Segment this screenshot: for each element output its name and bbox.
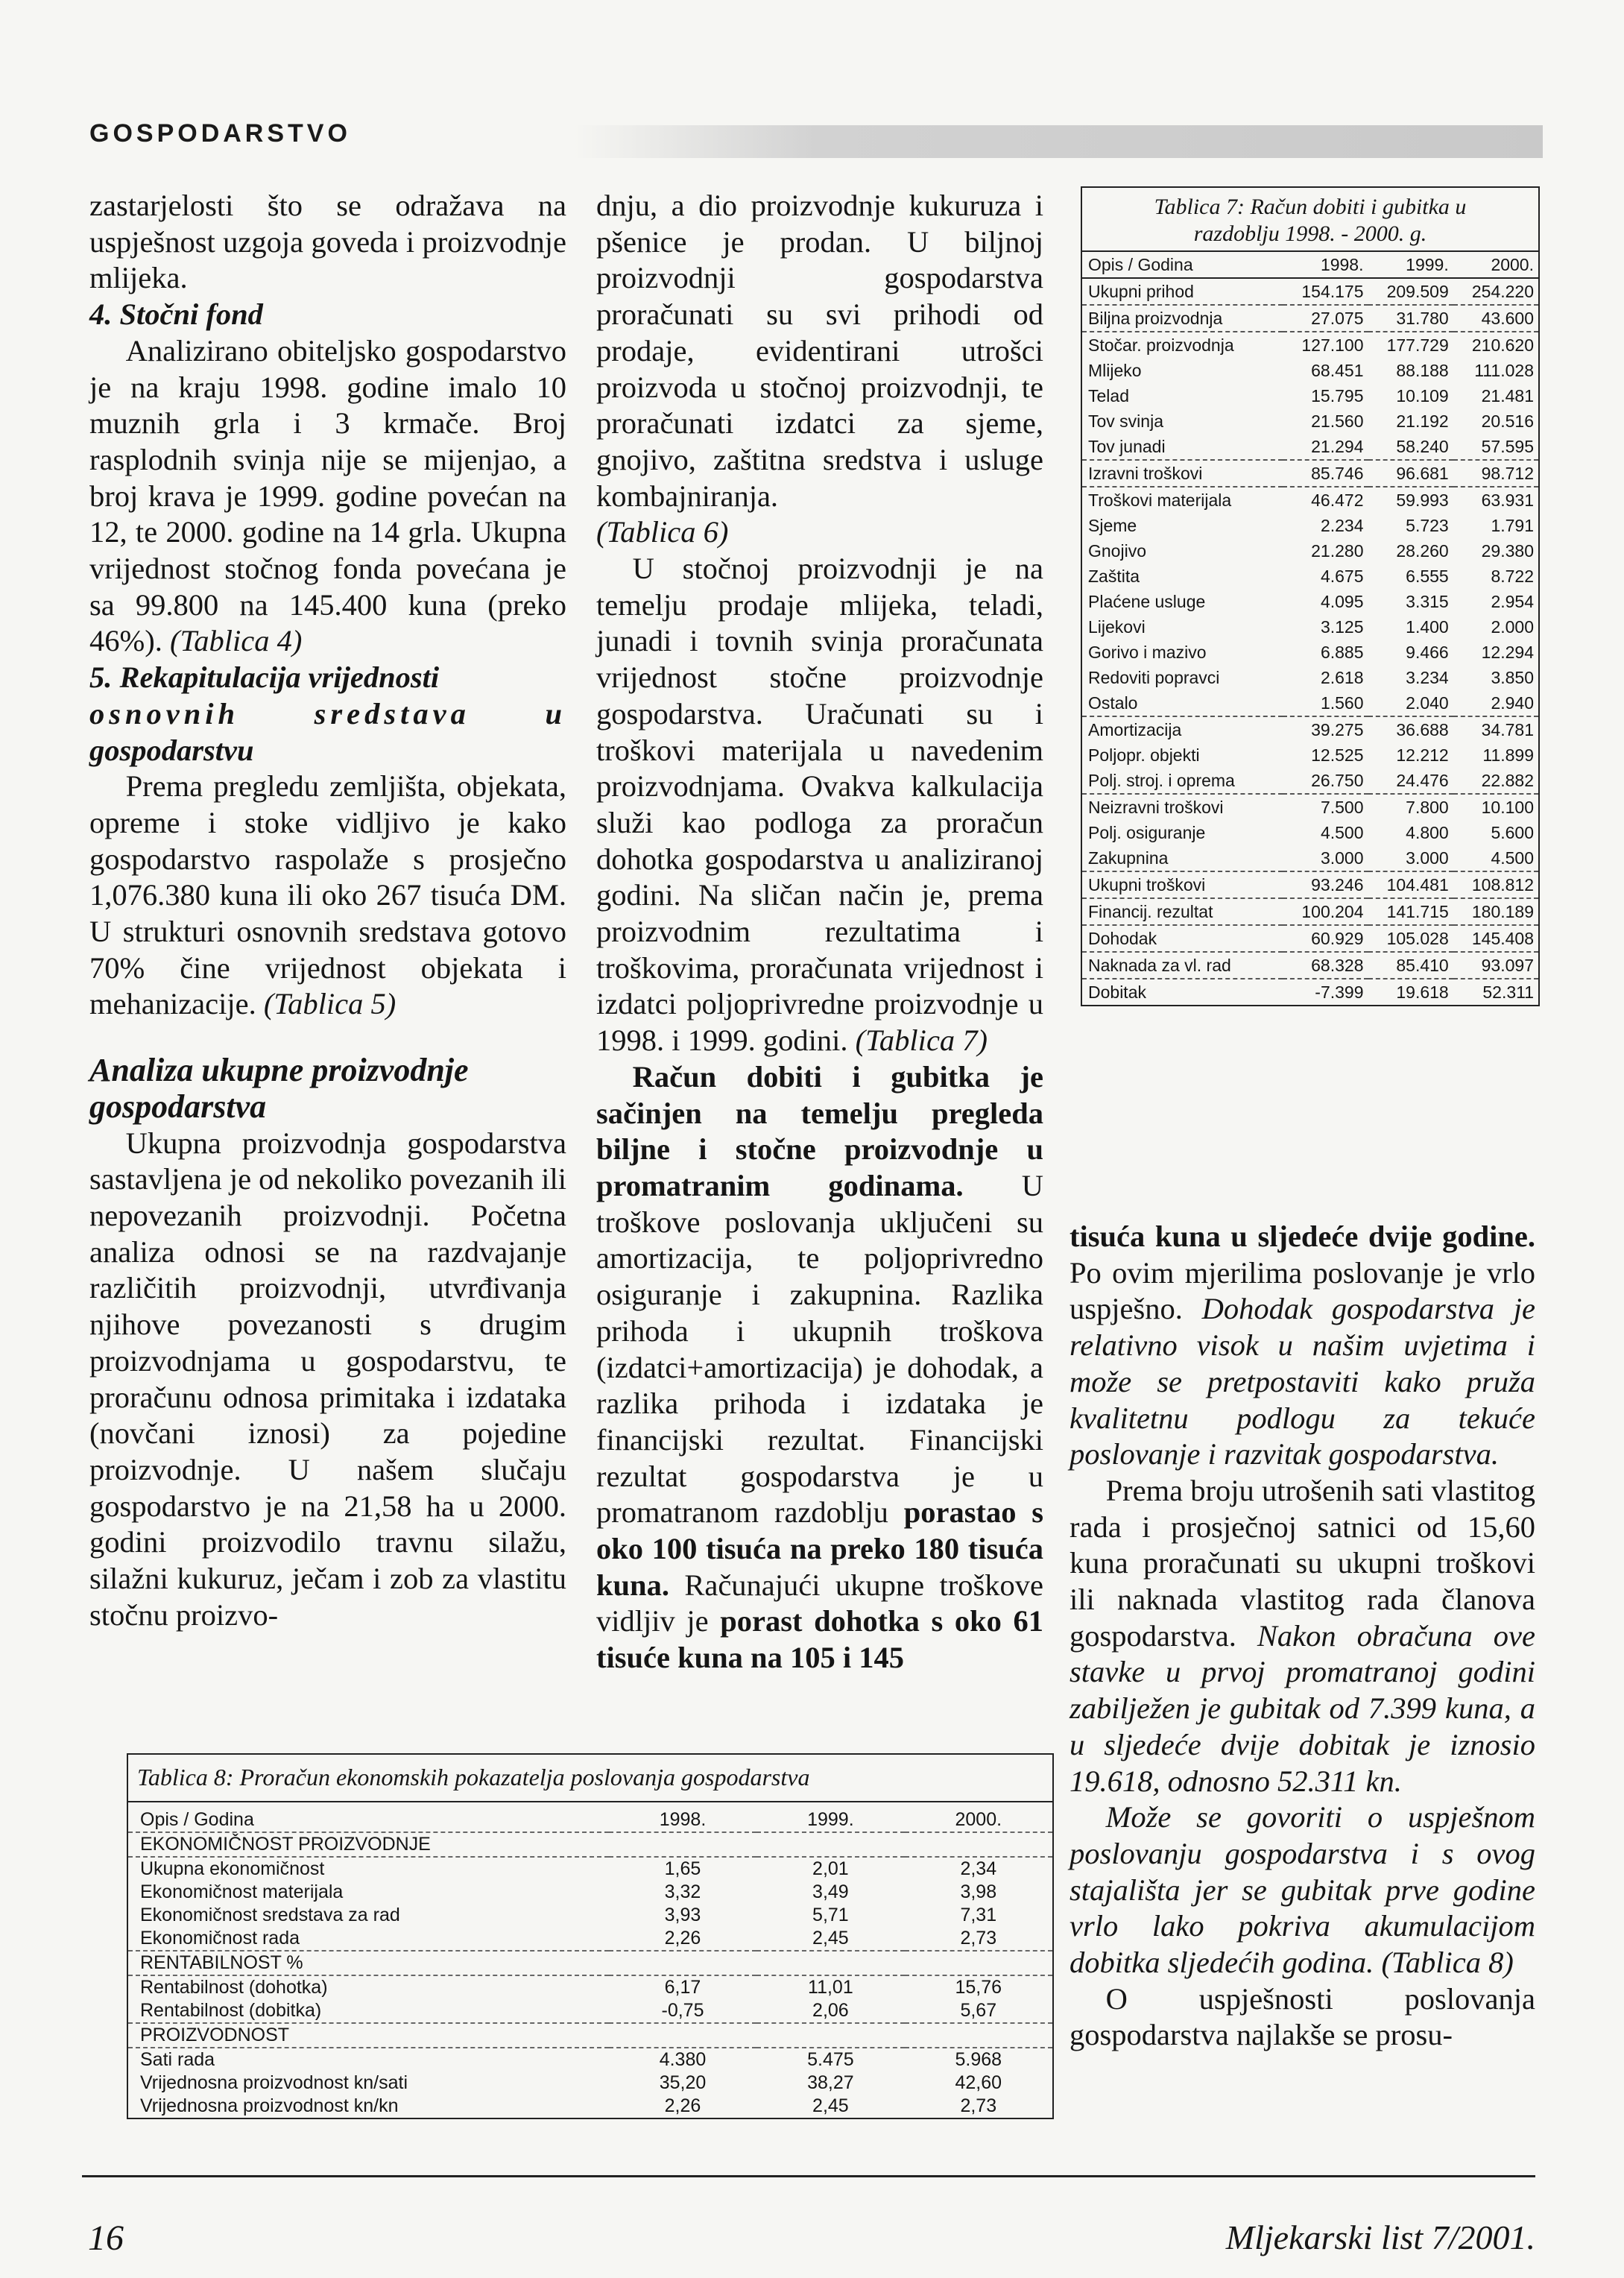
- cell-value: -0,75: [609, 1999, 756, 2023]
- paragraph: O uspješnosti poslovanja gospodarstva najlakše se prosu-: [1069, 1981, 1535, 2052]
- table-ref: (Tablica 6): [596, 515, 729, 549]
- cell-value: 85.746: [1283, 460, 1368, 487]
- cell-value: 21.294: [1311, 437, 1364, 456]
- heading-rekapitulacija-line2: osnovnih sredstava u: [89, 696, 566, 731]
- row-label: Izravni troškovi: [1082, 460, 1283, 487]
- paragraph: Ukupna proizvodnja gospodarstva sastavljena je od nekoliko povezanih ili nepovezanih proizvodnji. Početna analiza odnosi se na razdvajanje različitih proizvodnji, utvrđivanja njihove povezanosti s drugim proizvodnjama u gospodarstvu, te proračunu odnosa primitaka i izdataka (novčani iznosi) za pojedine proizvodnje. U našem slučaju gospodarstvo je na 21,58 ha u 2000. godini proizvodilo travnu silažu, silažni kukuruz, ječam i zob za vlastitu stočnu proizvo-: [89, 1126, 566, 1632]
- table-7-caption: Tablica 7: Račun dobiti i gubitka u razdoblju 1998. - 2000. g.: [1154, 195, 1467, 246]
- row-label: Zaštita: [1088, 567, 1140, 586]
- table-row: [1082, 383, 1538, 408]
- table-8-caption: Tablica 8: Proračun ekonomskih pokazatelja poslovanja gospodarstva: [128, 1755, 1052, 1802]
- cell-value: 210.620: [1453, 332, 1538, 358]
- cell-value: 2.000: [1491, 617, 1534, 637]
- cell-value: 104.481: [1368, 871, 1453, 898]
- table-7-grid: [1082, 250, 1538, 1005]
- row-label: Mlijeko: [1088, 361, 1142, 380]
- cell-value: 2,73: [960, 2095, 997, 2116]
- cell-value: 254.220: [1471, 282, 1534, 301]
- cell-value: 26.750: [1311, 771, 1364, 790]
- row-label: Rentabilnost (dohotka): [140, 1977, 328, 1998]
- cell-value: 1.560: [1320, 693, 1364, 713]
- cell-value: 2.954: [1491, 592, 1534, 611]
- row-label: Gorivo i mazivo: [1088, 643, 1207, 662]
- row-label: Ekonomičnost rada: [128, 1927, 609, 1951]
- cell-value: 68.328: [1283, 952, 1368, 979]
- row-label: Gnojivo: [1088, 541, 1146, 561]
- cell-value: 1998.: [609, 1808, 756, 1832]
- table-row: [1082, 589, 1538, 614]
- cell-value: 29.380: [1481, 541, 1534, 561]
- cell-value: 60.929: [1283, 925, 1368, 952]
- row-label: Vrijednosna proizvodnost kn/kn: [140, 2095, 399, 2116]
- cell-value: 10.100: [1453, 794, 1538, 820]
- row-label: Polj. stroj. i oprema: [1088, 771, 1235, 790]
- cell-value: 5.723: [1406, 516, 1449, 535]
- table-row: [1082, 768, 1538, 794]
- cell-value: 38,27: [807, 2072, 854, 2093]
- cell-value: [756, 1951, 904, 1975]
- cell-value: 21.560: [1311, 411, 1364, 431]
- row-label: Biljna proizvodnja: [1082, 305, 1283, 332]
- cell-value: [609, 2023, 756, 2048]
- cell-value: 7.500: [1283, 794, 1368, 820]
- cell-value: 2.618: [1320, 668, 1364, 687]
- cell-value: 20.516: [1481, 411, 1534, 431]
- cell-value: -7.399: [1283, 979, 1368, 1005]
- table-row: [128, 2023, 1052, 2048]
- table-ref: (Tablica 4): [169, 624, 303, 658]
- column-3: [1069, 1219, 1535, 2054]
- table-row: [1082, 487, 1538, 513]
- table-row: [128, 1857, 1052, 1881]
- cell-value: 27.075: [1283, 305, 1368, 332]
- paragraph: dnju, a dio proizvodnje kukuruza i pšenice je prodan. U biljnoj proizvodnji gospodarstva proračunati su svi prihodi od prodaje, evidentirani utrošci proizvoda u stočnoj proizvodnji, te proračunati izdatci za sjeme, gnojivo, zaštitna sredstva i usluge kombajniranja.: [596, 189, 1043, 513]
- cell-value: 15,76: [955, 1977, 1002, 1998]
- table-row: [1082, 538, 1538, 564]
- cell-value: 5.600: [1491, 823, 1534, 842]
- paragraph: Prema pregledu zemljišta, objekata, opreme i stoke vidljivo je kako gospodarstvo raspolaže s prosječno 1,076.380 kuna ili oko 267 tisuća DM. U strukturi osnovnih sredstava gotovo 70% čine vrijednost objekata i mehanizacije. (Tablica 5): [89, 769, 566, 1021]
- cell-value: 39.275: [1283, 716, 1368, 742]
- cell-value: 10.109: [1396, 386, 1449, 406]
- cell-value: 2000.: [1453, 251, 1538, 278]
- row-label: EKONOMIČNOST PROIZVODNJE: [128, 1832, 609, 1857]
- cell-value: 68.451: [1311, 361, 1364, 380]
- table-row: [128, 1927, 1052, 1951]
- cell-value: 36.688: [1368, 716, 1453, 742]
- cell-value: 177.729: [1368, 332, 1453, 358]
- row-label: Opis / Godina: [1082, 251, 1283, 278]
- paragraph: Prema broju utrošenih sati vlastitog rada i prosječnoj satnici od 15,60 kuna proračunati su ukupni troškovi ili naknada vlastitog rada članova gospodarstva. Nakon obračuna ove stavke u prvoj promatranoj godini zabilježen je gubitak od 7.399 kuna, a u sljedeće dvije dobitak je iznosio 19.618, odnosno 52.311 kn.: [1069, 1473, 1536, 1798]
- row-label: PROIZVODNOST: [128, 2023, 609, 2048]
- row-label: Poljopr. objekti: [1088, 745, 1200, 765]
- table-row: [1082, 690, 1538, 716]
- table-row: [128, 1881, 1052, 1904]
- row-label: RENTABILNOST %: [128, 1951, 609, 1975]
- cell-value: 4.095: [1320, 592, 1364, 611]
- table-row: [1082, 871, 1538, 898]
- row-label: Naknada za vl. rad: [1082, 952, 1283, 979]
- header-band: [574, 125, 1543, 158]
- row-label: Vrijednosna proizvodnost kn/sati: [140, 2072, 408, 2093]
- row-label: Ostalo: [1088, 693, 1138, 713]
- heading-rekapitulacija-line3: gospodarstvu: [89, 733, 254, 767]
- cell-value: 5.968: [955, 2049, 1002, 2070]
- row-label: Dohodak: [1082, 925, 1283, 952]
- cell-value: 3.315: [1406, 592, 1449, 611]
- cell-value: 46.472: [1283, 487, 1368, 513]
- cell-value: 2,06: [756, 1999, 904, 2023]
- cell-value: 2.234: [1320, 516, 1364, 535]
- table-row: [1082, 460, 1538, 487]
- row-label: Ukupna ekonomičnost: [140, 1858, 325, 1879]
- table-row: [128, 1975, 1052, 1999]
- cell-value: 2.940: [1491, 693, 1534, 713]
- table-8-grid: [128, 1808, 1052, 2118]
- table-row: [128, 2072, 1052, 2095]
- cell-value: 42,60: [955, 2072, 1002, 2093]
- cell-value: 2,34: [960, 1858, 997, 1879]
- cell-value: 6.555: [1406, 567, 1449, 586]
- cell-value: 3,93: [664, 1905, 701, 1925]
- cell-value: 3,98: [960, 1881, 997, 1902]
- cell-value: 6,17: [664, 1977, 701, 1998]
- row-label: Rentabilnost (dobitka): [128, 1999, 609, 2023]
- cell-value: [609, 1832, 756, 1857]
- cell-value: 52.311: [1453, 979, 1538, 1005]
- table-row: [1082, 665, 1538, 690]
- cell-value: [905, 1951, 1052, 1975]
- cell-value: [756, 2023, 904, 2048]
- cell-value: 98.712: [1453, 460, 1538, 487]
- row-label: Dobitak: [1082, 979, 1283, 1005]
- page-number: 16: [88, 2218, 124, 2258]
- paragraph: U stočnoj proizvodnji je na temelju prodaje mlijeka, teladi, junadi i tovnih svinja proračunata vrijednost stočne proizvodnje gospodarstva. Uračunati su i troškovi materijala u navedenim proizvodnjama. Ovakva kalkulacija služi kao podloga za proračun dohotka gospodarstva u analiziranoj godini. Na sličan način je, prema proizvodnim rezultatima i troškovima, proračunata vrijednost i izdatci poljoprivredne proizvodnje u 1998. i 1999. godini. (Tablica 7): [596, 552, 1043, 1058]
- table-row: [1082, 742, 1538, 768]
- cell-value: 3.000: [1320, 848, 1364, 868]
- row-label: Ekonomičnost sredstava za rad: [140, 1905, 400, 1925]
- cell-value: 2000.: [905, 1808, 1052, 1832]
- cell-value: 3.000: [1406, 848, 1449, 868]
- table-row: [1082, 979, 1538, 1005]
- table-7: [1081, 186, 1540, 1006]
- cell-value: 100.204: [1283, 898, 1368, 925]
- cell-value: 57.595: [1481, 437, 1534, 456]
- cell-value: 1.400: [1406, 617, 1449, 637]
- row-label: Sati rada: [140, 2049, 215, 2070]
- table-row: [128, 2095, 1052, 2118]
- table-row: [128, 1951, 1052, 1975]
- table-ref: (Tablica 8): [1381, 1946, 1514, 1980]
- row-label: Tov junadi: [1088, 437, 1166, 456]
- row-label: Financij. rezultat: [1082, 898, 1283, 925]
- cell-value: 3,32: [664, 1881, 701, 1902]
- table-row: [1082, 898, 1538, 925]
- row-label: Ukupni prihod: [1088, 282, 1194, 301]
- row-label: Ekonomičnost materijala: [140, 1881, 344, 1902]
- cell-value: 2,45: [812, 2095, 849, 2116]
- journal-title: Mljekarski list 7/2001.: [1225, 2218, 1535, 2256]
- row-label: Telad: [1088, 386, 1129, 406]
- cell-value: 154.175: [1301, 282, 1364, 301]
- cell-value: 2,01: [812, 1858, 849, 1879]
- cell-value: 7.800: [1368, 794, 1453, 820]
- table-row: [128, 1808, 1052, 1832]
- row-label: Neizravni troškovi: [1082, 794, 1283, 820]
- cell-value: 180.189: [1453, 898, 1538, 925]
- heading-rekapitulacija: 5. Rekapitulacija vrijednosti: [89, 660, 440, 695]
- cell-value: 93.097: [1453, 952, 1538, 979]
- paragraph: tisuća kuna u sljedeće dvije godine. Po ovim mjerilima poslovanje je vrlo uspješno. Dohodak gospodarstva je relativno visok u našim uvjetima i može se pretpostaviti kako pruža kvalitetnu podlogu za tekuće poslovanje i razvitak gospodarstva.: [1069, 1220, 1535, 1471]
- cell-value: 21.280: [1311, 541, 1364, 561]
- table-row: [1082, 434, 1538, 460]
- cell-value: 5.475: [807, 2049, 854, 2070]
- cell-value: 3.234: [1406, 668, 1449, 687]
- cell-value: 1.791: [1491, 516, 1534, 535]
- cell-value: 9.466: [1406, 643, 1449, 662]
- cell-value: 1999.: [756, 1808, 904, 1832]
- cell-value: 12.212: [1396, 745, 1449, 765]
- row-label: Sjeme: [1088, 516, 1137, 535]
- paragraph: Može se govoriti o uspješnom poslovanju gospodarstva i s ovog stajališta jer se gubitak prve godine vrlo lako pokriva akumulacijom dobitka sljedećih godina. (Tablica 8): [1069, 1800, 1535, 1980]
- row-label: Redoviti popravci: [1088, 668, 1220, 687]
- cell-value: 31.780: [1368, 305, 1453, 332]
- cell-value: [609, 1951, 756, 1975]
- cell-value: 4.500: [1491, 848, 1534, 868]
- cell-value: [756, 1832, 904, 1857]
- table-ref: (Tablica 7): [855, 1023, 988, 1058]
- cell-value: 2,73: [905, 1927, 1052, 1951]
- cell-value: 3,49: [812, 1881, 849, 1902]
- cell-value: 28.260: [1396, 541, 1449, 561]
- table-row: [128, 1999, 1052, 2023]
- cell-value: 22.882: [1481, 771, 1534, 790]
- row-label: Stočar. proizvodnja: [1082, 332, 1283, 358]
- cell-value: 209.509: [1386, 282, 1449, 301]
- table-row: [1082, 305, 1538, 332]
- table-row: [128, 2048, 1052, 2072]
- cell-value: 105.028: [1368, 925, 1453, 952]
- cell-value: 145.408: [1453, 925, 1538, 952]
- table-row: [1082, 640, 1538, 665]
- cell-value: 141.715: [1368, 898, 1453, 925]
- table-row: [1082, 251, 1538, 278]
- section-header: GOSPODARSTVO: [89, 119, 351, 148]
- cell-value: 96.681: [1368, 460, 1453, 487]
- row-label: Polj. osiguranje: [1088, 823, 1206, 842]
- table-row: [1082, 278, 1538, 305]
- table-row: [128, 1904, 1052, 1927]
- row-label: Amortizacija: [1082, 716, 1283, 742]
- cell-value: 2.040: [1406, 693, 1449, 713]
- table-ref: (Tablica 5): [263, 987, 396, 1021]
- cell-value: 35,20: [659, 2072, 707, 2093]
- cell-value: 1998.: [1283, 251, 1368, 278]
- cell-value: 7,31: [960, 1905, 997, 1925]
- cell-value: 2,26: [609, 1927, 756, 1951]
- cell-value: 127.100: [1283, 332, 1368, 358]
- column-2: [596, 188, 1043, 1676]
- table-row: [1082, 794, 1538, 820]
- table-8: [127, 1753, 1054, 2119]
- footer-rule: [82, 2175, 1535, 2177]
- row-label: Troškovi materijala: [1082, 487, 1283, 513]
- cell-value: 6.885: [1320, 643, 1364, 662]
- cell-value: [905, 2023, 1052, 2048]
- cell-value: 43.600: [1453, 305, 1538, 332]
- cell-value: 21.481: [1481, 386, 1534, 406]
- table-row: [1082, 820, 1538, 845]
- cell-value: [905, 1832, 1052, 1857]
- table-row: [1082, 614, 1538, 640]
- heading-stocni-fond: 4. Stočni fond: [89, 297, 263, 332]
- cell-value: 4.675: [1320, 567, 1364, 586]
- cell-value: 3.125: [1320, 617, 1364, 637]
- table-row: [1082, 925, 1538, 952]
- cell-value: 88.188: [1396, 361, 1449, 380]
- cell-value: 108.812: [1453, 871, 1538, 898]
- table-row: [1082, 952, 1538, 979]
- table-row: [1082, 564, 1538, 589]
- cell-value: 15.795: [1311, 386, 1364, 406]
- cell-value: 5,71: [812, 1905, 849, 1925]
- table-row: [1082, 716, 1538, 742]
- cell-value: 8.722: [1491, 567, 1534, 586]
- paragraph: Analizirano obiteljsko gospodarstvo je na kraju 1998. godine imalo 10 muznih grla i 3 krmače. Broj rasplodnih svinja nije se mijenjao, a broj krava je 1999. godine povećan na 12, te 2000. godine na 14 grla. Ukupna vrijednost stočnog fonda povećana je sa 99.800 na 145.400 kuna (preko 46%). (Tablica 4): [89, 333, 566, 658]
- cell-value: 63.931: [1453, 487, 1538, 513]
- cell-value: 59.993: [1368, 487, 1453, 513]
- table-row: [128, 1832, 1052, 1857]
- cell-value: 85.410: [1368, 952, 1453, 979]
- cell-value: 12.294: [1481, 643, 1534, 662]
- cell-value: 12.525: [1311, 745, 1364, 765]
- table-row: [1082, 408, 1538, 434]
- cell-value: 4.800: [1406, 823, 1449, 842]
- row-label: Plaćene usluge: [1088, 592, 1206, 611]
- table-row: [1082, 845, 1538, 871]
- row-label: Opis / Godina: [128, 1808, 609, 1832]
- cell-value: 19.618: [1368, 979, 1453, 1005]
- cell-value: 4.500: [1320, 823, 1364, 842]
- column-1: [89, 188, 566, 1633]
- paragraph: Račun dobiti i gubitka je sačinjen na temelju pregleda biljne i stočne proizvodnje u promatranim godinama. U troškove poslovanja uključeni su amortizacija, te poljoprivredno osiguranje i zakupnina. Razlika prihoda i ukupnih troškova (izdatci+amortizacija) je dohodak, a razlika prihoda i izdataka je financijski rezultat. Financijski rezultat gospodarstva je u promatranom razdoblju porastao s oko 100 tisuća na preko 180 tisuća kuna. Računajući ukupne troškove vidljiv je porast dohotka s oko 61 tisuće kuna na 105 i 145: [596, 1059, 1044, 1675]
- table-row: [1082, 332, 1538, 358]
- cell-value: 93.246: [1283, 871, 1368, 898]
- cell-value: 11.899: [1482, 745, 1534, 765]
- cell-value: 5,67: [905, 1999, 1052, 2023]
- row-label: Tov svinja: [1088, 411, 1163, 431]
- paragraph: zastarjelosti što se odražava na uspješnost uzgoja goveda i proizvodnje mlijeka.: [89, 189, 566, 295]
- cell-value: 2,26: [664, 2095, 701, 2116]
- cell-value: 58.240: [1396, 437, 1449, 456]
- row-label: Zakupnina: [1088, 848, 1169, 868]
- table-row: [1082, 513, 1538, 538]
- cell-value: 34.781: [1453, 716, 1538, 742]
- table-row: [1082, 358, 1538, 383]
- row-label: Ukupni troškovi: [1082, 871, 1283, 898]
- cell-value: 3.850: [1491, 668, 1534, 687]
- heading-analiza: Analiza ukupne proizvodnje gospodarstva: [89, 1052, 469, 1125]
- cell-value: 11,01: [808, 1977, 853, 1998]
- cell-value: 4.380: [659, 2049, 707, 2070]
- cell-value: 2,45: [756, 1927, 904, 1951]
- cell-value: 111.028: [1474, 361, 1534, 380]
- cell-value: 1,65: [664, 1858, 701, 1879]
- row-label: Lijekovi: [1088, 617, 1146, 637]
- cell-value: 21.192: [1396, 411, 1449, 431]
- cell-value: 24.476: [1396, 771, 1449, 790]
- cell-value: 1999.: [1368, 251, 1453, 278]
